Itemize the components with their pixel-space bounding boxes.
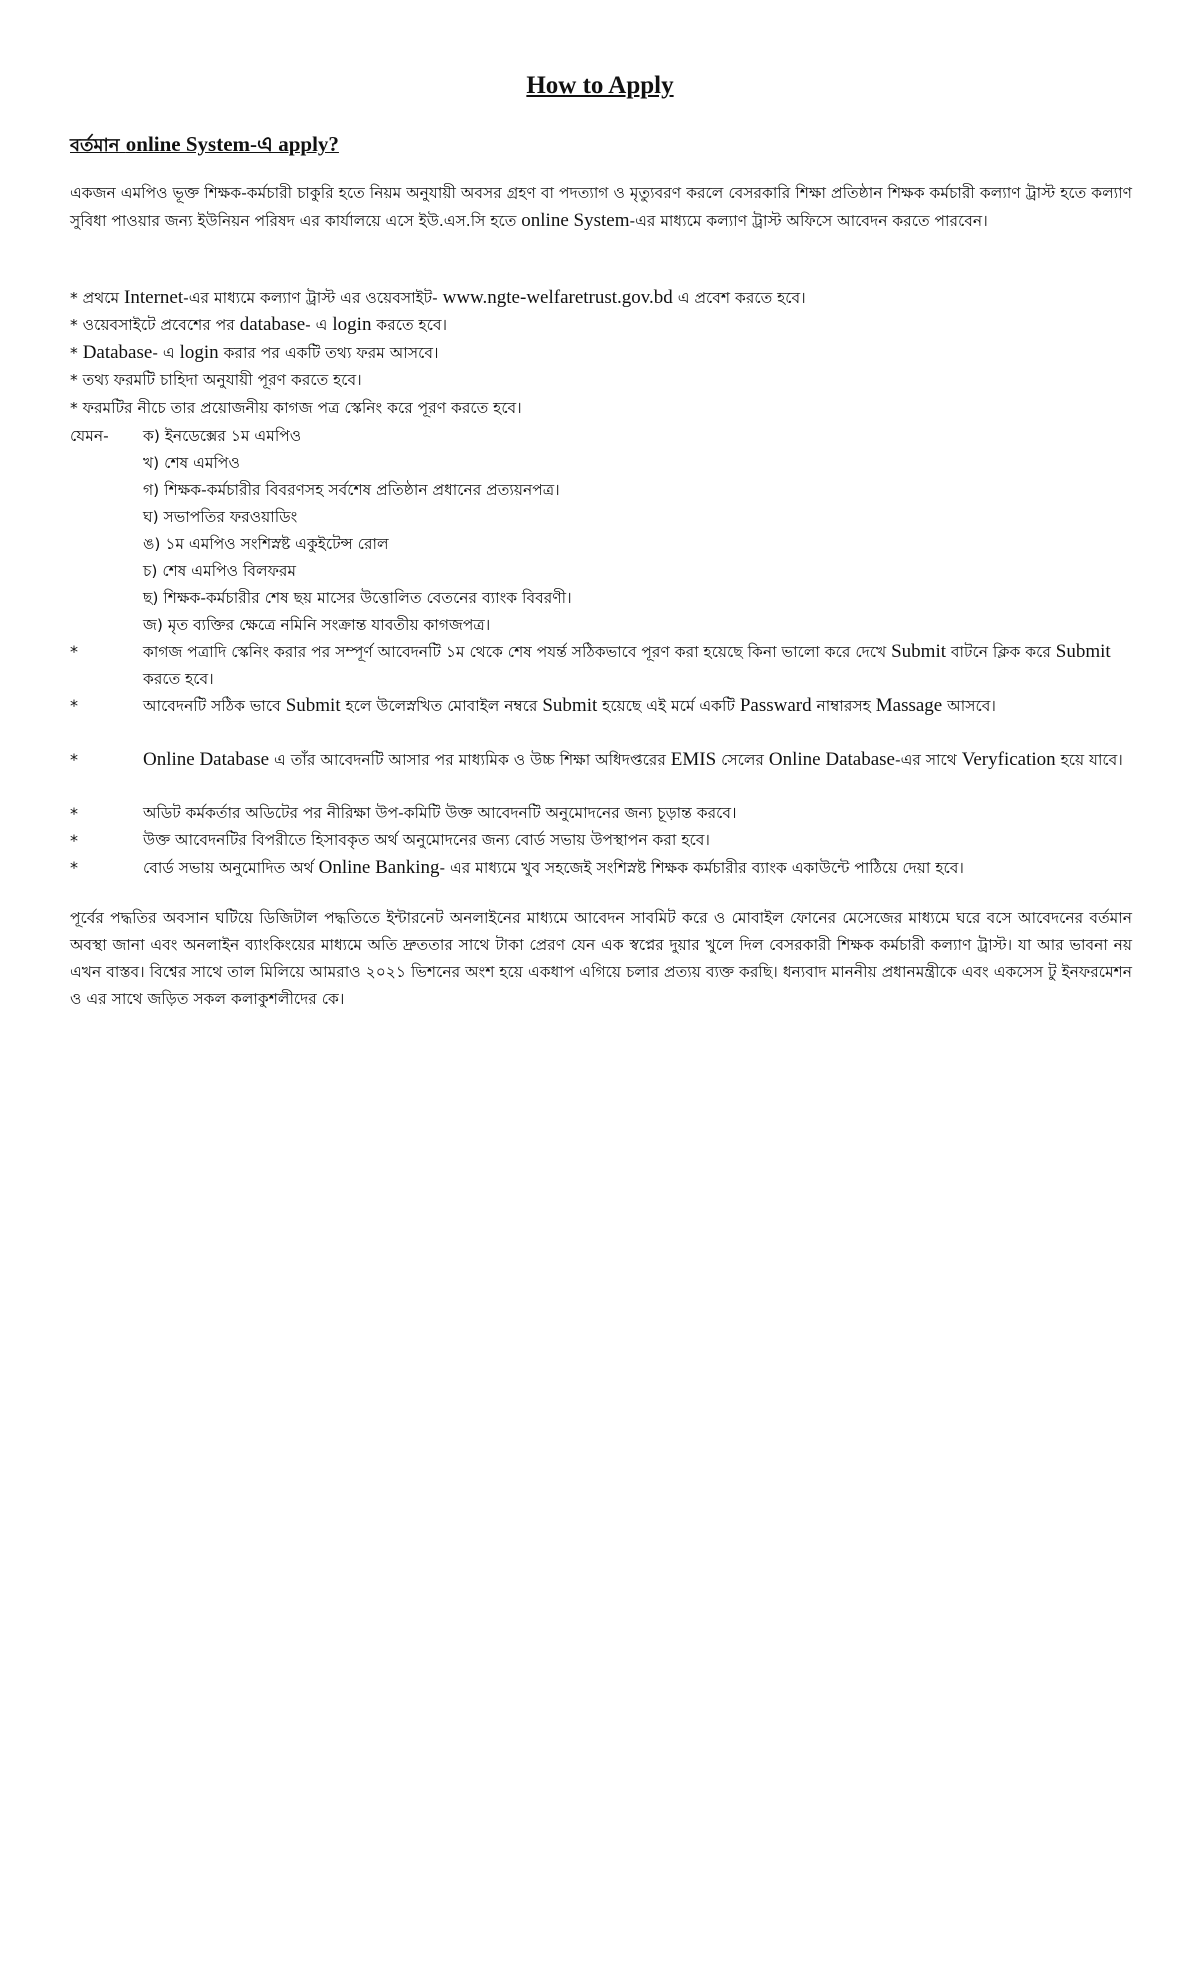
- bullet-star: *: [70, 642, 78, 661]
- doc-item: ঘ) সভাপতির ফরওয়াডিং: [143, 508, 298, 526]
- intro-text-a: একজন এমপিও ভূক্ত শিক্ষক-কর্মচারী চাকুরি হতে নিয়ম অনুযায়ী অবসর গ্রহণ বা পদত্যাগ ও মৃত্যুবরণ করলে বেসরকারি শিক্ষা প্রতিষ্ঠান শিক্ষক কর্মচারী কল্যাণ ট্রাস্ট হতে কল্যাণ সুবিধা পাওয়ার জন্য ইউনিয়ন পরিষদ এর কার্যালয়ে এসে ইউ.এস.সি হতে: [70, 184, 1132, 230]
- step-item: * তথ্য ফরমটি চাহিদা অনুযায়ী পূরণ করতে হবে।: [70, 371, 362, 389]
- step-term: login: [332, 314, 372, 335]
- bullet-text: -এর সাথে: [894, 751, 962, 769]
- step-text: * ওয়েবসাইটে প্রবেশের পর: [70, 316, 240, 334]
- bullet-star: *: [70, 858, 78, 877]
- intro-text-c: -এর মাধ্যমে কল্যাণ ট্রাস্ট অফিসে আবেদন করতে পারবেন।: [629, 212, 988, 230]
- step-text: করতে হবে।: [371, 316, 448, 334]
- bullet-text: - এর মাধ্যমে খুব সহজেই সংশিস্নষ্ট শিক্ষক কর্মচারীর ব্যাংক একাউন্টে পাঠিয়ে দেয়া হবে।: [439, 859, 964, 877]
- intro-paragraph: [70, 180, 1132, 235]
- step-text: করার পর একটি তথ্য ফরম আসবে।: [218, 344, 439, 362]
- bullet-board: উক্ত আবেদনটির বিপরীতে হিসাবকৃত অর্থ অনুমোদনের জন্য বোর্ড সভায় উপস্থাপন করা হবে।: [143, 831, 710, 849]
- closing-paragraph: পূর্বের পদ্ধতির অবসান ঘটিয়ে ডিজিটাল পদ্ধতিতে ইন্টারনেট অনলাইনের মাধ্যমে আবেদন সাবমিট করে ও মোবাইল ফোনের মেসেজের মাধ্যমে ঘরে বসে আবেদনের বর্তমান অবস্থা জানা এবং অনলাইন ব্যাংকিংয়ের মাধ্যমে অতি দ্রুততার সাথে টাকা প্রেরণ যেন এক স্বপ্নের দুয়ার খুলে দিল বেসরকারী শিক্ষক কর্মচারী কল্যাণ ট্রাস্ট। যা আর ভাবনা নয় এখন বাস্তব। বিশ্বের সাথে তাল মিলিয়ে আমরাও ২০২১ ভিশনের অংশ হয়ে একধাপ এগিয়ে চলার প্রত্যয় ব্যক্ত করছি। ধন্যবাদ মাননীয় প্রধানমন্ত্রীকে এবং একসেস টু ইনফরমেশন ও এর সাথে জড়িত সকল কলাকুশলীদের কে।: [70, 909, 1132, 1008]
- bullet-verify: [70, 746, 1132, 774]
- bullet-term: Submit: [542, 695, 598, 716]
- bullet-term: EMIS: [670, 749, 717, 770]
- doc-item: গ) শিক্ষক-কর্মচারীর বিবরণসহ সর্বশেষ প্রতিষ্ঠান প্রধানের প্রত্যয়নপত্র।: [143, 481, 560, 499]
- step-text: - এ: [305, 316, 333, 334]
- bullet-text: বোর্ড সভায় অনুমোদিত অর্থ: [143, 859, 319, 877]
- doc-item: ছ) শিক্ষক-কর্মচারীর শেষ ছয় মাসের উত্তোলিত বেতনের ব্যাংক বিবরণী।: [143, 589, 572, 607]
- bullet-term: Online Banking: [318, 857, 440, 878]
- subtitle-bn: বর্তমান: [70, 135, 120, 156]
- bullet-text: বাটনে ক্লিক করে: [946, 643, 1056, 661]
- step-text: এ প্রবেশ করতে হবে।: [672, 289, 806, 307]
- step-term: Internet: [124, 287, 184, 308]
- bullet-audit: অডিট কর্মকর্তার অডিটের পর নীরিক্ষা উপ-কমিটি উক্ত আবেদনটি অনুমোদনের জন্য চূড়ান্ত করবে।: [143, 804, 737, 822]
- bullet-term: Submit: [891, 641, 946, 662]
- step-text: *: [70, 344, 83, 362]
- bullet-term: Submit: [285, 695, 341, 716]
- bullet-text: হলে উলেস্নখিত মোবাইল নম্বরে: [340, 697, 543, 715]
- step-item: [70, 285, 806, 311]
- bullet-star: *: [70, 750, 78, 769]
- doc-item: ঙ) ১ম এমপিও সংশিস্নষ্ট একুইটেন্স রোল: [143, 535, 389, 553]
- bullet-text: সেলের: [716, 751, 769, 769]
- bullet-text: হয়েছে এই মর্মে একটি: [597, 697, 740, 715]
- doc-item: জ) মৃত ব্যক্তির ক্ষেত্রে নমিনি সংক্রান্ত যাবতীয় কাগজপত্র।: [143, 616, 491, 634]
- doc-item: ক) ইনডেক্সের ১ম এমপিও: [143, 427, 302, 445]
- section-subtitle: [70, 128, 339, 163]
- bullet-sms: [70, 692, 1132, 720]
- subtitle-en: online System-এ apply?: [125, 132, 339, 156]
- step-text: - এ: [152, 344, 180, 362]
- bullet-term: Submit: [1055, 641, 1111, 662]
- doc-item: খ) শেষ এমপিও: [143, 454, 240, 472]
- docs-lead: যেমন-: [70, 427, 109, 445]
- step-text: -এর মাধ্যমে কল্যাণ ট্রাস্ট এর ওয়েবসাইট-: [183, 289, 443, 307]
- step-item: [70, 340, 439, 366]
- bullet-term: Massage: [875, 695, 943, 716]
- bullet-star: *: [70, 831, 78, 850]
- bullet-text: এ তাঁর আবেদনটি আসার পর মাধ্যমিক ও উচ্চ শিক্ষা অধিদপ্তরের: [269, 751, 671, 769]
- bullet-text: নাম্বারসহ: [811, 697, 876, 715]
- step-term: Database: [82, 342, 153, 363]
- step-term: login: [179, 342, 219, 363]
- bullet-term: Online Database: [768, 749, 895, 770]
- bullet-text: করতে হবে।: [143, 670, 214, 688]
- bullet-star: *: [70, 804, 78, 823]
- bullet-text: কাগজ পত্রাদি স্কেনিং করার পর সম্পূর্ণ আবেদনটি ১ম থেকে শেষ পযর্ন্ত সঠিকভাবে পূরণ করা হয়েছে কিনা ভালো করে দেখে: [143, 643, 892, 661]
- step-text: * প্রথমে: [70, 289, 125, 307]
- bullet-text: আসবে।: [942, 697, 996, 715]
- page-title: How to Apply: [526, 72, 674, 99]
- intro-text-b: online System: [521, 210, 630, 231]
- step-item: [70, 312, 447, 338]
- bullet-bank: [143, 854, 1133, 882]
- bullet-star: *: [70, 696, 78, 715]
- doc-item: চ) শেষ এমপিও বিলফরম: [143, 562, 297, 580]
- step-item: * ফরমটির নীচে তার প্রয়োজনীয় কাগজ পত্র স্কেনিং করে পূরণ করতে হবে।: [70, 399, 522, 417]
- bullet-term: Online Database: [143, 749, 270, 770]
- step-term: database: [239, 314, 306, 335]
- website-url: www.ngte-welfaretrust.gov.bd: [442, 287, 673, 308]
- bullet-text: আবেদনটি সঠিক ভাবে: [143, 697, 286, 715]
- bullet-submit: [143, 638, 1133, 693]
- bullet-term: Veryfication: [961, 749, 1056, 770]
- bullet-text: হয়ে যাবে।: [1055, 751, 1123, 769]
- bullet-term: Passward: [739, 695, 812, 716]
